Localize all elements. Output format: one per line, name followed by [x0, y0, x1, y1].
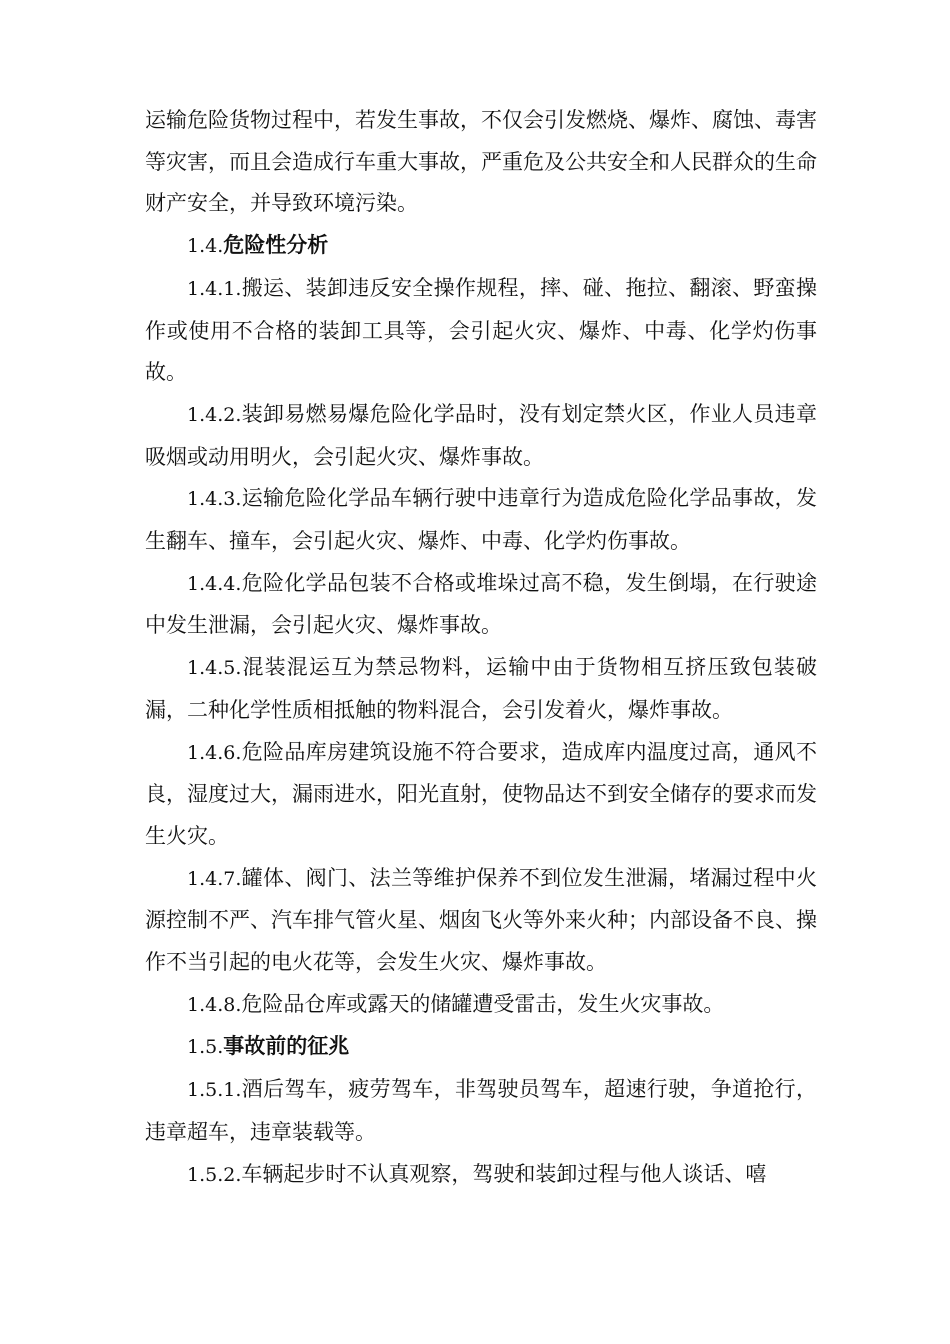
clause-text: 装卸易燃易爆危险化学品时，没有划定禁火区，作业人员违章吸烟或动用明火，会引起火灾、爆炸事故。 — [145, 401, 817, 469]
clause-number: 1.5.1. — [187, 1079, 242, 1102]
document-body — [145, 100, 817, 1196]
section-heading-1-4 — [145, 225, 817, 268]
clause-1-4-7 — [145, 858, 817, 984]
clause-1-5-2 — [145, 1154, 817, 1197]
section-title: 事故前的征兆 — [223, 1034, 350, 1059]
clause-1-4-3 — [145, 478, 817, 562]
clause-text: 运输危险化学品车辆行驶中违章行为造成危险化学品事故，发生翻车、撞车，会引起火灾、爆炸、中毒、化学灼伤事故。 — [145, 486, 817, 554]
section-heading-1-5 — [145, 1026, 817, 1069]
clause-number: 1.4.6. — [187, 741, 242, 764]
clause-1-4-8 — [145, 984, 817, 1027]
clause-text: 危险品库房建筑设施不符合要求，造成库内温度过高，通风不良，湿度过大，漏雨进水，阳光直射，使物品达不到安全储存的要求而发生火灾。 — [145, 739, 817, 848]
clause-1-4-1 — [145, 268, 817, 394]
clause-text: 搬运、装卸违反安全操作规程，摔、碰、拖拉、翻滚、野蛮操作或使用不合格的装卸工具等，会引起火灾、爆炸、中毒、化学灼伤事故。 — [145, 275, 817, 385]
clause-number: 1.4.2. — [187, 403, 242, 426]
clause-number: 1.5.2. — [187, 1163, 242, 1186]
clause-1-4-2 — [145, 394, 817, 478]
clause-1-4-6 — [145, 732, 817, 858]
clause-number: 1.4.8. — [187, 993, 242, 1016]
clause-text: 危险化学品包装不合格或堆垛过高不稳，发生倒塌，在行驶途中发生泄漏，会引起火灾、爆炸事故。 — [145, 570, 817, 638]
clause-text: 危险品仓库或露天的储罐遭受雷击，发生火灾事故。 — [241, 991, 725, 1016]
clause-text: 酒后驾车，疲劳驾车，非驾驶员驾车，超速行驶，争道抢行，违章超车，违章装载等。 — [145, 1077, 817, 1144]
section-title: 危险性分析 — [223, 233, 329, 258]
intro-paragraph — [145, 100, 817, 225]
clause-number: 1.4.4. — [187, 572, 242, 595]
section-number: 1.4. — [187, 235, 224, 258]
clause-number: 1.4.3. — [187, 488, 242, 511]
clause-number: 1.4.5. — [187, 657, 242, 680]
paragraph-text: 运输危险货物过程中，若发生事故，不仅会引发燃烧、爆炸、腐蚀、毒害等灾害，而且会造成行车重大事故，严重危及公共安全和人民群众的生命财产安全，并导致环境污染。 — [145, 108, 817, 216]
section-number: 1.5. — [187, 1036, 224, 1059]
clause-1-4-4 — [145, 563, 817, 647]
clause-1-5-1 — [145, 1069, 817, 1153]
clause-1-4-5 — [145, 647, 817, 731]
clause-text: 车辆起步时不认真观察，驾驶和装卸过程与他人谈话、嘻 — [241, 1161, 767, 1186]
clause-number: 1.4.1. — [187, 277, 242, 300]
clause-number: 1.4.7. — [187, 867, 242, 890]
clause-text: 罐体、阀门、法兰等维护保养不到位发生泄漏，堵漏过程中火源控制不严、汽车排气管火星、烟囱飞火等外来火种；内部设备不良、操作不当引起的电火花等，会发生火灾、爆炸事故。 — [145, 865, 817, 975]
clause-text: 混装混运互为禁忌物料，运输中由于货物相互挤压致包装破漏，二种化学性质相抵触的物料混合，会引发着火，爆炸事故。 — [145, 655, 817, 722]
